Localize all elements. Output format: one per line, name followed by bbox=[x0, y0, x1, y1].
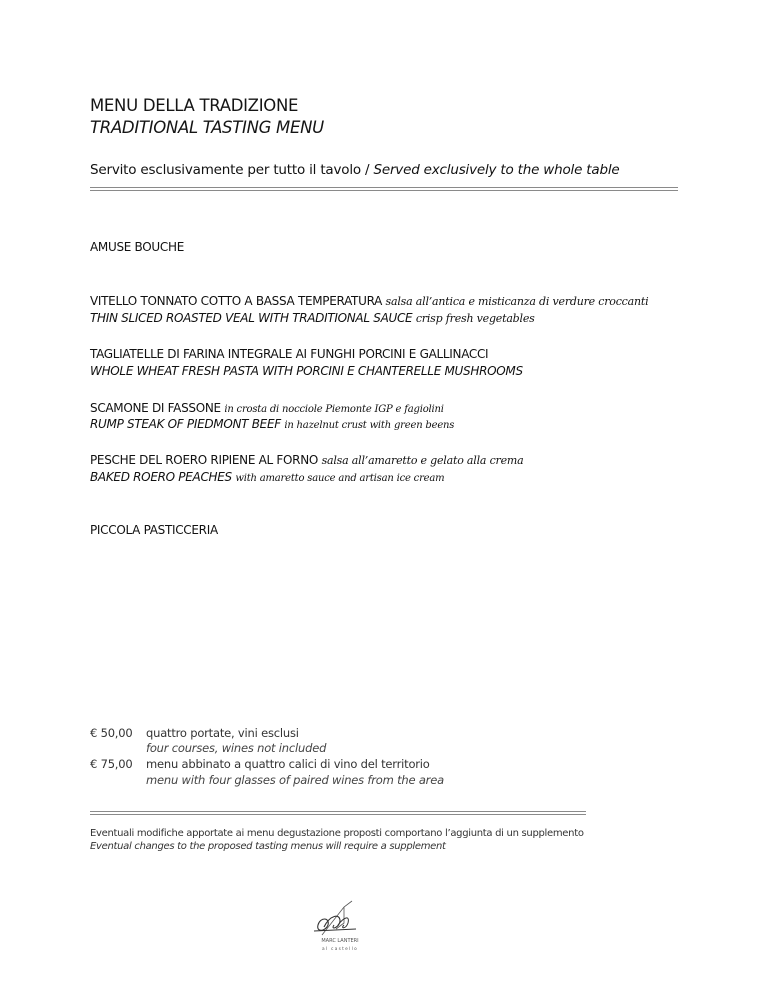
dish-name: THIN SLICED ROASTED VEAL WITH TRADITIONAL SAUCE bbox=[90, 311, 416, 325]
dish-description: salsa all’amaretto e gelato alla crema bbox=[321, 454, 524, 467]
dish-name: RUMP STEAK OF PIEDMONT BEEF bbox=[90, 417, 285, 431]
logo-mark bbox=[300, 895, 380, 955]
price-description-english: four courses, wines not included bbox=[146, 741, 327, 755]
dish-name: PESCHE DEL ROERO RIPIENE AL FORNO bbox=[90, 453, 322, 467]
signature-logo-icon bbox=[300, 895, 380, 955]
course-tagliatelle-italian: TAGLIATELLE DI FARINA INTEGRALE AI FUNGHI PORCINI E GALLINACCI bbox=[90, 347, 489, 361]
dish-description: crisp fresh vegetables bbox=[415, 312, 535, 325]
supplement-note-italian: Eventuali modifiche apportate ai menu degustazione proposti comportano l’aggiunta di un supplemento bbox=[90, 828, 584, 839]
supplement-note-english: Eventual changes to the proposed tasting menus will require a supplement bbox=[90, 841, 446, 852]
dish-description: salsa all’antica e misticanza di verdure croccanti bbox=[385, 295, 649, 308]
dish-name: SCAMONE DI FASSONE bbox=[90, 401, 225, 415]
price-amount: € 50,00 bbox=[90, 726, 133, 740]
menu-title-english: TRADITIONAL TASTING MENU bbox=[90, 118, 324, 137]
dish-description: with amaretto sauce and artisan ice cream bbox=[235, 473, 445, 484]
price-description-english: menu with four glasses of paired wines from the area bbox=[146, 773, 444, 787]
logo-tagline: al castello bbox=[321, 947, 359, 952]
course-pesche-italian bbox=[90, 453, 524, 467]
price-description-italian: menu abbinato a quattro calici di vino del territorio bbox=[146, 757, 430, 771]
course-amuse-bouche: AMUSE BOUCHE bbox=[90, 240, 184, 254]
course-vitello-english bbox=[90, 311, 535, 325]
header-divider-bottom bbox=[90, 190, 678, 191]
footer-divider-bottom bbox=[90, 814, 586, 815]
course-tagliatelle-english: WHOLE WHEAT FRESH PASTA WITH PORCINI E CHANTERELLE MUSHROOMS bbox=[90, 364, 523, 378]
menu-subtitle bbox=[90, 162, 620, 178]
subtitle-english: Served exclusively to the whole table bbox=[373, 162, 620, 178]
course-scamone-italian bbox=[90, 401, 444, 415]
dish-name: VITELLO TONNATO COTTO A BASSA TEMPERATURA bbox=[90, 294, 386, 308]
subtitle-italian: Servito esclusivamente per tutto il tavolo / bbox=[90, 162, 370, 178]
logo-name: MARC LANTERI bbox=[321, 938, 359, 944]
dish-description: in hazelnut crust with green beens bbox=[284, 420, 455, 431]
dish-name: BAKED ROERO PEACHES bbox=[90, 470, 236, 484]
course-scamone-english bbox=[90, 417, 454, 431]
dish-description: in crosta di nocciole Piemonte IGP e fagiolini bbox=[224, 404, 444, 415]
price-amount: € 75,00 bbox=[90, 757, 133, 771]
menu-title-italian: MENU DELLA TRADIZIONE bbox=[90, 96, 299, 115]
header-divider-top bbox=[90, 187, 678, 188]
footer-divider-top bbox=[90, 811, 586, 812]
course-pesche-english bbox=[90, 470, 444, 484]
course-piccola-pasticceria: PICCOLA PASTICCERIA bbox=[90, 523, 218, 537]
course-vitello-italian bbox=[90, 294, 648, 308]
price-description-italian: quattro portate, vini esclusi bbox=[146, 726, 299, 740]
